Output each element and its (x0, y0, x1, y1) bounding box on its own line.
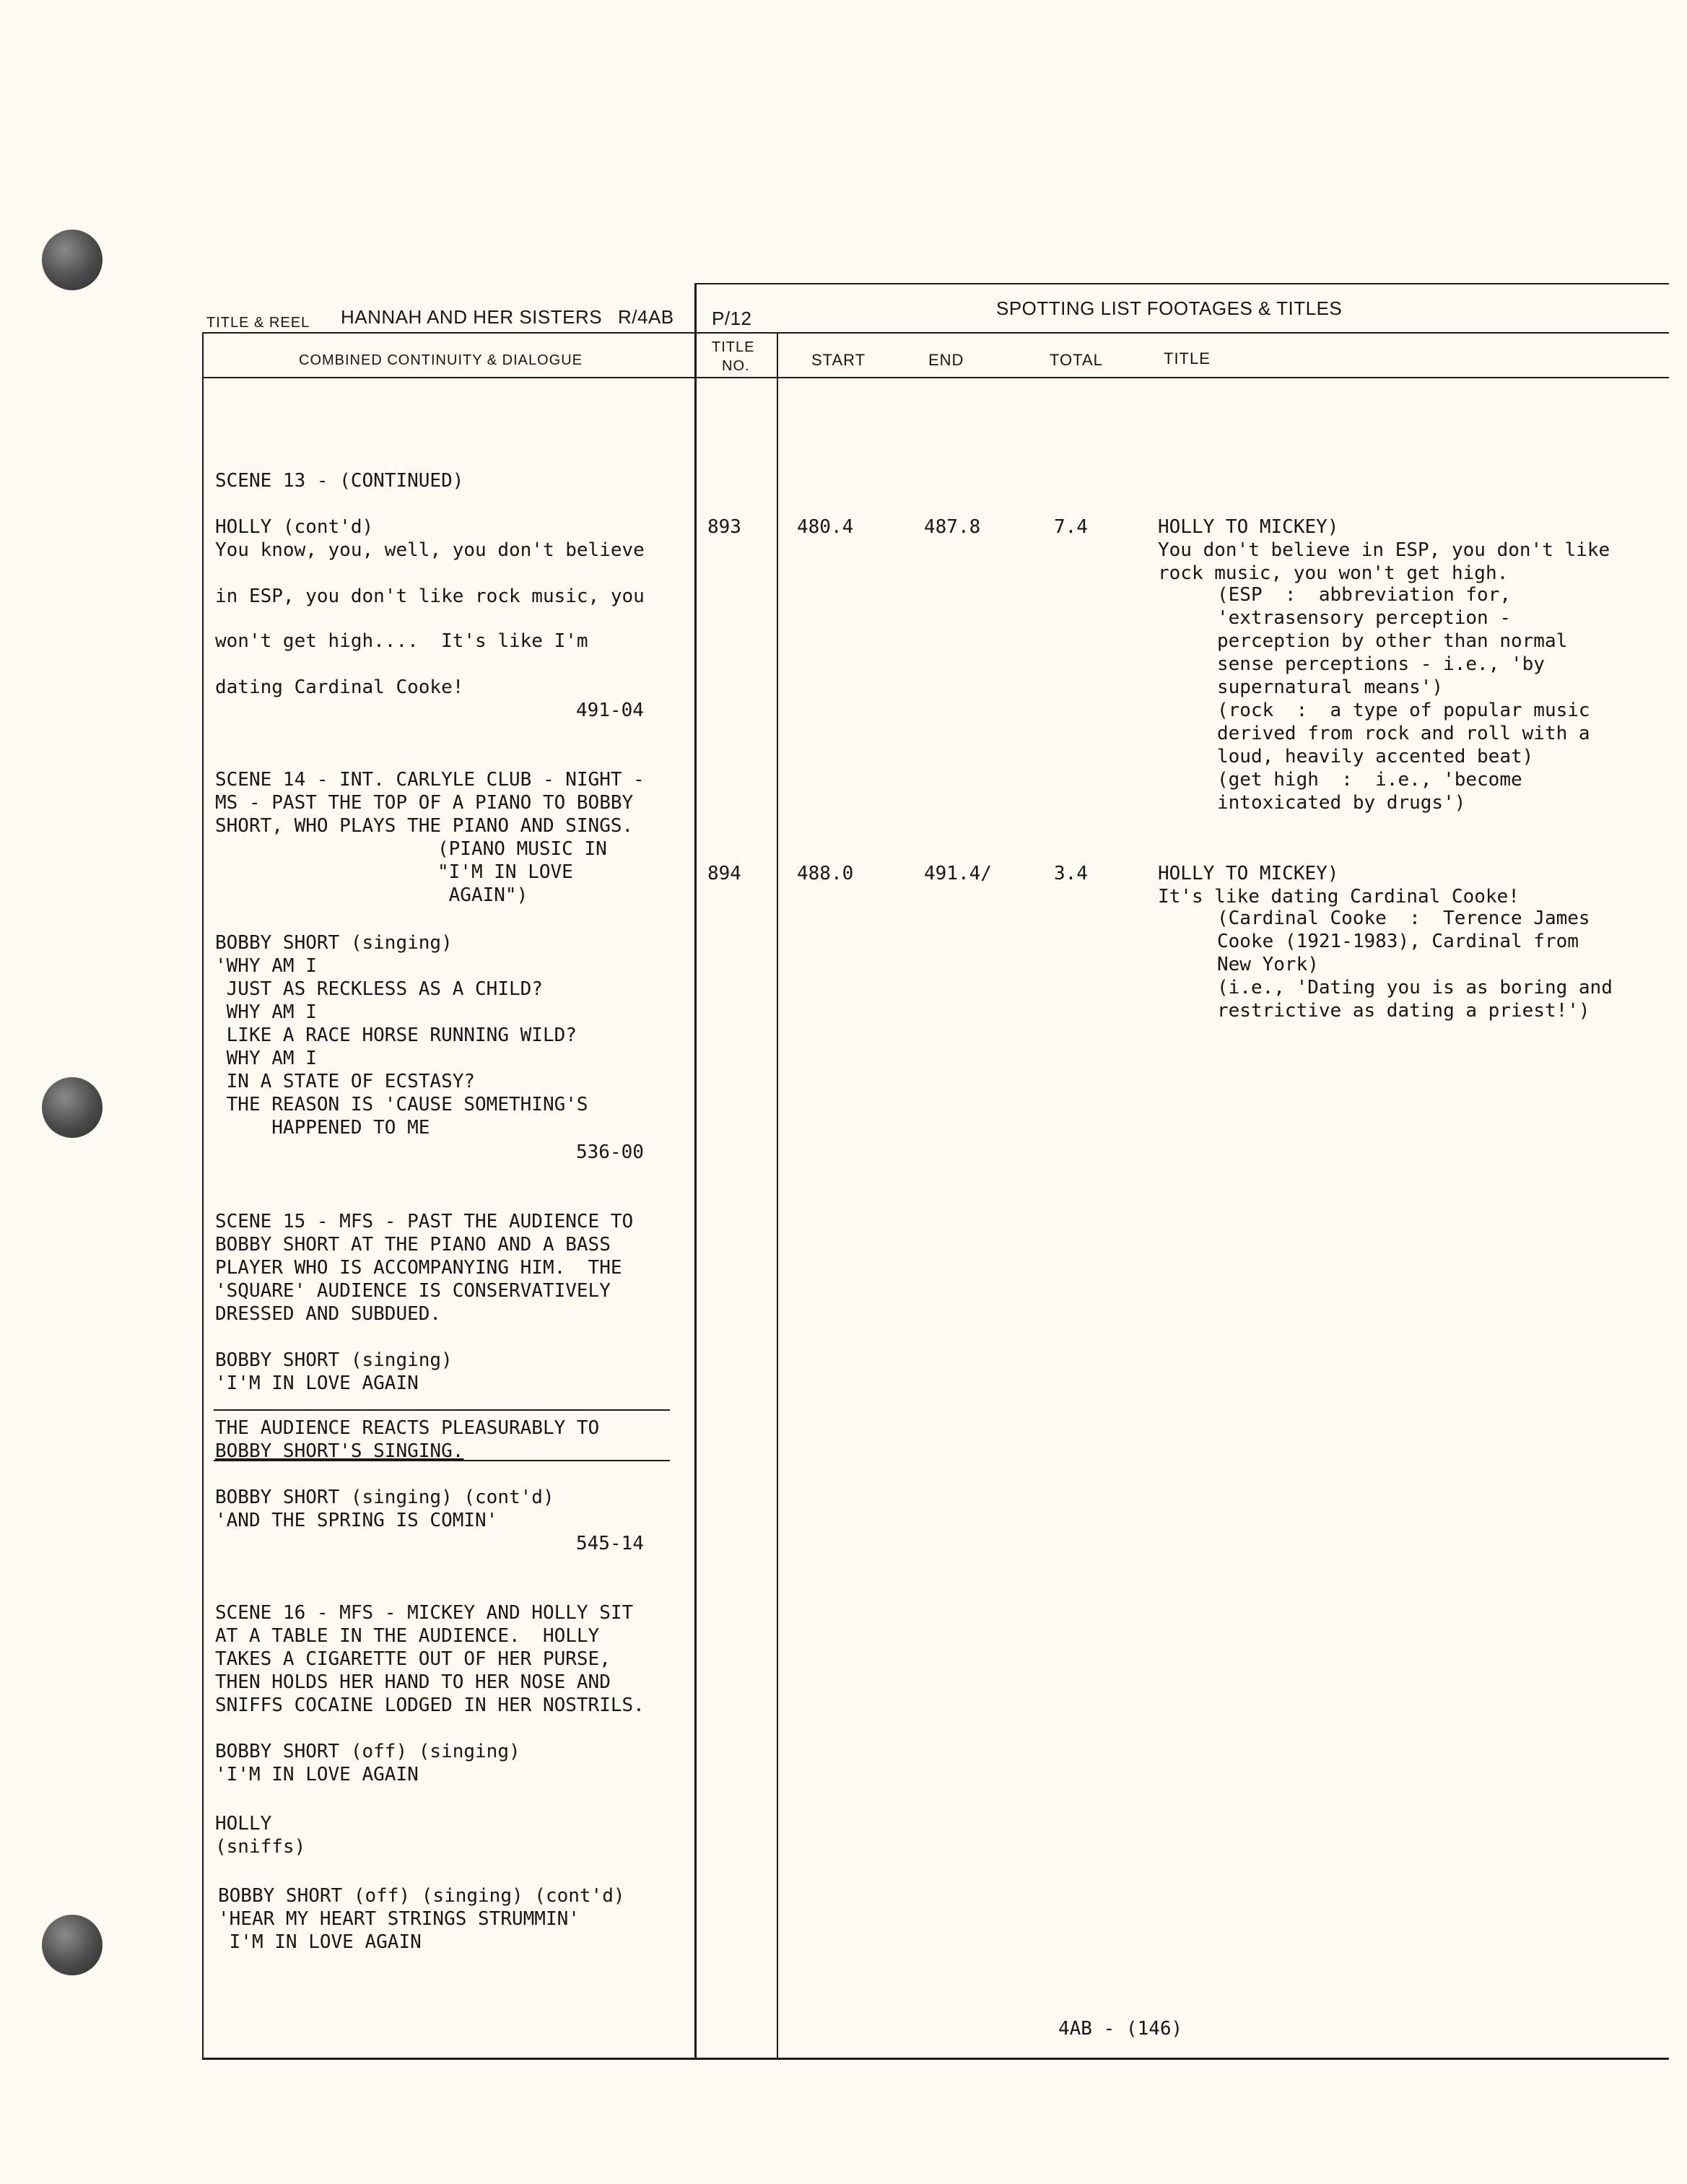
holly-dialogue-1: HOLLY (cont'd) You know, you, well, you don't believe (215, 516, 645, 561)
subtitle-894: HOLLY TO MICKEY) It's like dating Cardinal Cooke! (1158, 863, 1520, 908)
columns-header-rule (202, 377, 1669, 378)
page-bottom-rule (202, 2058, 1669, 2060)
title-no-heading-line1: TITLE (712, 339, 755, 355)
end-893: 487.8 (924, 516, 981, 538)
header-rule (202, 332, 1669, 334)
binder-hole-middle (42, 1077, 103, 1138)
continuity-column-divider (694, 283, 697, 2058)
audience-rule-top (214, 1409, 670, 1411)
holly-dialogue-4: dating Cardinal Cooke! (215, 676, 464, 698)
notes-894: (Cardinal Cooke : Terence James Cooke (1921-1983), Cardinal from New York) (i.e., 'Dating you is as boring and restrictive as dating a priest!') (1217, 908, 1613, 1022)
title-no-893: 893 (707, 516, 741, 538)
left-border (202, 332, 204, 2058)
page-reference: P/12 (712, 308, 752, 329)
holly-dialogue-3: won't get high.... It's like I'm (215, 630, 588, 652)
continuity-heading: COMBINED CONTINUITY & DIALOGUE (299, 352, 583, 368)
film-title: HANNAH AND HER SISTERS (341, 306, 603, 328)
audience-reacts-line2: BOBBY SHORT'S SINGING. (215, 1440, 464, 1462)
page-number: 4AB - (146) (1058, 2018, 1183, 2040)
start-heading: START (811, 351, 866, 369)
audience-reacts-line1: THE AUDIENCE REACTS PLEASURABLY TO (215, 1417, 600, 1439)
start-894: 488.0 (797, 863, 854, 884)
footage-491-04: 491-04 (576, 700, 644, 721)
scene-13-heading: SCENE 13 - (CONTINUED) (215, 470, 464, 492)
start-893: 480.4 (797, 516, 854, 538)
title-no-column-divider (777, 332, 778, 2058)
bobby-short-song-2: BOBBY SHORT (singing) 'I'M IN LOVE AGAIN (215, 1349, 453, 1394)
end-894: 491.4/ (924, 863, 992, 884)
scene-14-description: SCENE 14 - INT. CARLYLE CLUB - NIGHT - MS - PAST THE TOP OF A PIANO TO BOBBY SHORT, WHO PLAYS THE PIANO AND SINGS. (215, 769, 645, 837)
end-heading: END (928, 351, 964, 369)
total-893: 7.4 (1054, 516, 1088, 538)
footage-536-00: 536-00 (576, 1141, 644, 1163)
piano-music-note: (PIANO MUSIC IN "I'M IN LOVE AGAIN") (437, 838, 607, 906)
title-no-heading-line2: NO. (722, 358, 750, 374)
bobby-short-song-5: BOBBY SHORT (off) (singing) (cont'd) 'HEAR MY HEART STRINGS STRUMMIN' I'M IN LOVE AGAIN (218, 1885, 625, 1953)
bobby-short-song-1: BOBBY SHORT (singing) 'WHY AM I JUST AS RECKLESS AS A CHILD? WHY AM I LIKE A RACE HORSE RUNNING WILD? WHY AM I IN A STATE OF ECSTASY? THE REASON IS 'CAUSE SOMETHING'S HAPPENED TO ME (215, 932, 588, 1139)
subtitle-893: HOLLY TO MICKEY) You don't believe in ESP, you don't like rock music, you won't get high. (1158, 516, 1610, 584)
bobby-short-song-4: BOBBY SHORT (off) (singing) 'I'M IN LOVE AGAIN (215, 1741, 520, 1785)
total-894: 3.4 (1054, 863, 1088, 884)
spotting-list-heading: SPOTTING LIST FOOTAGES & TITLES (996, 297, 1343, 319)
bobby-short-song-3: BOBBY SHORT (singing) (cont'd) 'AND THE SPRING IS COMIN' (215, 1487, 554, 1531)
binder-hole-bottom (42, 1915, 103, 1975)
total-heading: TOTAL (1050, 351, 1103, 369)
footage-545-14: 545-14 (576, 1533, 644, 1554)
holly-dialogue-2: in ESP, you don't like rock music, you (215, 586, 645, 607)
scene-16-description: SCENE 16 - MFS - MICKEY AND HOLLY SIT AT A TABLE IN THE AUDIENCE. HOLLY TAKES A CIGARETTE OUT OF HER PURSE, THEN HOLDS HER HAND TO HER NOSE AND SNIFFS COCAINE LODGED IN HER NOSTRILS. (215, 1602, 645, 1716)
binder-hole-top (42, 230, 103, 290)
title-no-894: 894 (707, 863, 741, 884)
title-reel-label: TITLE & REEL (206, 315, 310, 331)
scene-15-description: SCENE 15 - MFS - PAST THE AUDIENCE TO BOBBY SHORT AT THE PIANO AND A BASS PLAYER WHO IS ACCOMPANYING HIM. THE 'SQUARE' AUDIENCE IS CONSERVATIVELY DRESSED AND SUBDUED. (215, 1211, 634, 1325)
spotting-top-rule (694, 283, 1669, 284)
title-heading: TITLE (1164, 349, 1211, 367)
notes-893: (ESP : abbreviation for, 'extrasensory perception - perception by other than normal sense perceptions - i.e., 'by supernatural means') (rock : a type of popular music derived from rock and roll with a loud, heavily accented beat) (get high : i.e., 'become intoxicated by drugs') (1217, 584, 1590, 814)
reel-number: R/4AB (618, 306, 674, 328)
holly-sniffs: HOLLY (sniffs) (215, 1813, 306, 1858)
